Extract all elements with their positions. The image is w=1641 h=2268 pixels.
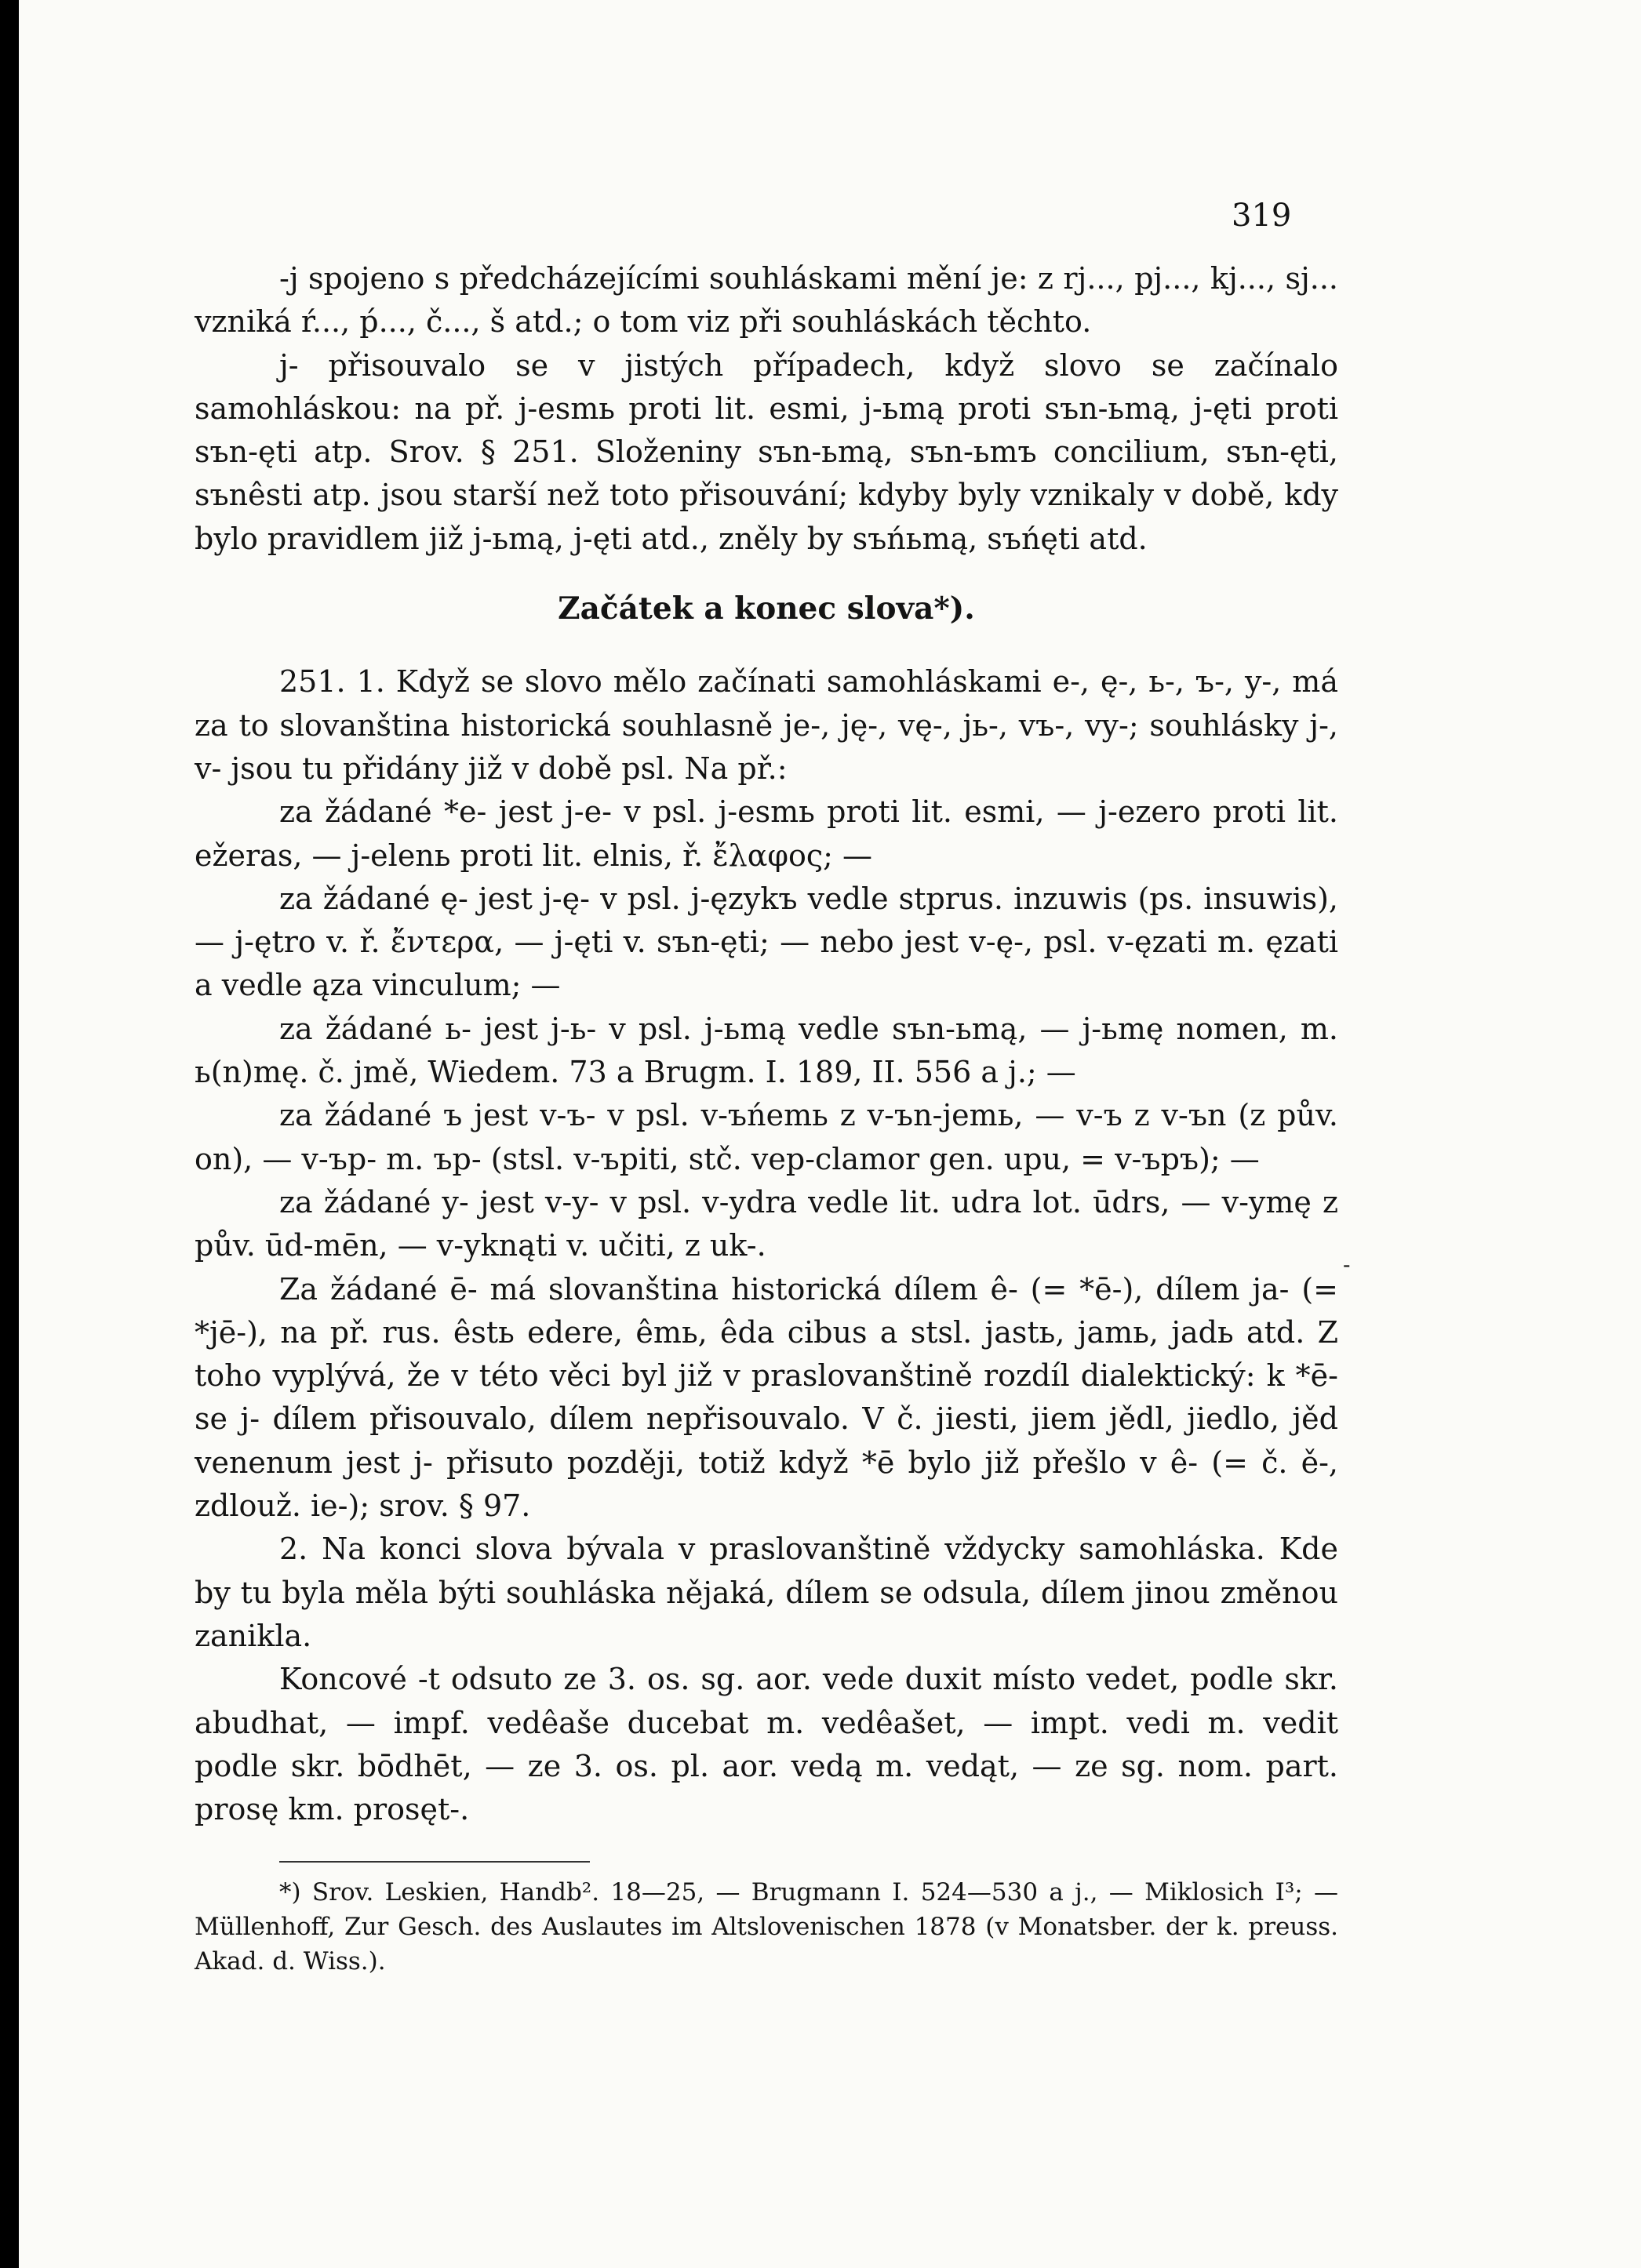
paragraph: Koncové -t odsuto ze 3. os. sg. aor. vede duxit místo vedet, podle skr. abudhat, — impf. vedêaše ducebat m. vedêašet, — impt. vedi m. vedit podle skr. bōdhēt, — ze 3. os. pl. aor. vedą m. vedąt, — ze sg. nom. part. prosę km. prosęt-. [195, 1662, 1338, 1827]
book-page [19, 0, 1641, 2268]
paragraph: 251. 1. Když se slovo mělo začínati samohláskami e-, ę-, ь-, ъ-, y-, má za to slovanština historická souhlasně je-, ję-, vę-, jь-, vъ-, vy-; souhlásky j-, v- jsou tu přidány již v době psl. Na př.: [195, 664, 1338, 786]
paragraph: za žádané ъ jest v-ъ- v psl. v-ъńemь z v-ъn-jemь, — v-ъ z v-ъn (z pův. on), — v-ъp- m. ъp- (stsl. v-ъpiti, stč. vep-clamor gen. upu, = v-ъpъ); — [195, 1098, 1338, 1176]
paragraph: j- přisouvalo se v jistých případech, když slovo se začínalo samohláskou: na př. j-esmь proti lit. esmi, j-ьmą proti sъn-ьmą, j-ęti proti sъn-ęti atp. Srov. § 251. Složeniny sъn-ьmą, sъn-ьmъ concilium, sъn-ęti, sъnêsti atp. jsou starší než toto přisouvání; kdyby byly vznikaly v době, kdy bylo pravidlem již j-ьmą, j-ęti atd., zněly by sъńьmą, sъńęti atd. [195, 347, 1338, 556]
page-number: 319 [1232, 198, 1292, 234]
paragraph: za žádané y- jest v-y- v psl. v-ydra vedle lit. udra lot. ūdrs, — v-ymę z pův. ūd-mēn, — v-yknąti v. učiti, z uk-. [195, 1184, 1338, 1263]
page-body [195, 257, 1338, 1979]
paragraph: 2. Na konci slova bývala v praslovanštině vždycky samohláska. Kde by tu byla měla býti souhláska nějaká, dílem se odsula, dílem jinou změnou zanikla. [195, 1532, 1338, 1653]
paragraph: Za žádané ē- má slovanština historická dílem ê- (= *ē-), dílem ja- (= *jē-), na př. rus. êstь edere, êmь, êda cibus a stsl. jastь, jamь, jadь atd. Z toho vyplývá, že v této věci byl již v praslovanštině rozdíl dialektický: k *ē- se j- dílem přisouvalo, dílem nepřisouvalo. V č. jiesti, jiem jědl, jiedlo, jěd venenum jest j- přisuto později, totiž když *ē bylo již přešlo v ê- (= č. ě-, zdlouž. ie-); srov. § 97. [195, 1271, 1338, 1524]
paragraph: -j spojeno s předcházejícími souhláskami mění je: z rj..., pj..., kj..., sj... vzniká ŕ..., ṕ..., č..., š atd.; o tom viz při souhláskách těchto. [195, 261, 1338, 340]
margin-mark: - [1343, 1252, 1351, 1278]
paragraph: za žádané ę- jest j-ę- v psl. j-ęzykъ vedle stprus. inzuwis (ps. insuwis), — j-ętro v. ř. ἔντερα, — j-ęti v. sъn-ęti; — nebo jest v-ę-, psl. v-ęzati m. ęzati a vedle ąza vinculum; — [195, 881, 1338, 1003]
footnote: *) Srov. Leskien, Handb². 18—25, — Brugmann I. 524—530 a j., — Miklosich I³; — Müllenhoff, Zur Gesch. des Auslautes im Altslovenischen 1878 (v Monatsber. der k. preuss. Akad. d. Wiss.). [195, 1878, 1338, 1976]
paragraph: za žádané ь- jest j-ь- v psl. j-ьmą vedle sъn-ьmą, — j-ьmę nomen, m. ь(n)mę. č. jmě, Wiedem. 73 a Brugm. I. 189, II. 556 a j.; — [195, 1011, 1338, 1090]
paragraph: za žádané *e- jest j-e- v psl. j-esmь proti lit. esmi, — j-ezero proti lit. ežeras, — j-elenь proti lit. elnis, ř. ἔλαφος; — [195, 794, 1338, 873]
section-heading: Začátek a konec slova*). [558, 591, 975, 627]
footnote-divider [279, 1861, 590, 1863]
